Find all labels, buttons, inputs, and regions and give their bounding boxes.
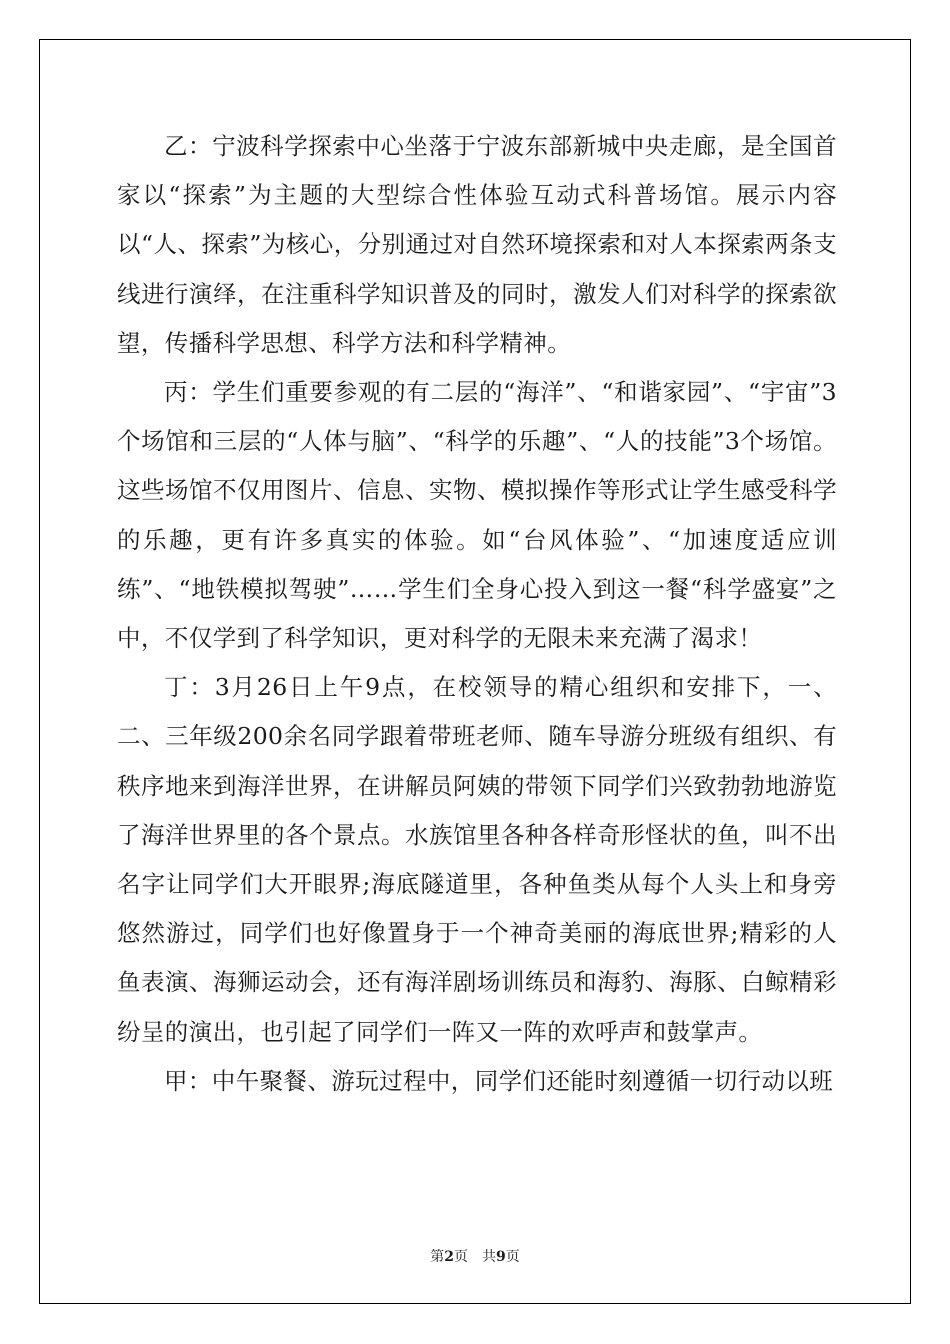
page-number-current: 2 — [444, 1249, 454, 1265]
page-total-prefix: 共 — [482, 1249, 496, 1265]
page-total-suffix: 页 — [505, 1249, 520, 1265]
page-number-suffix: 页 — [454, 1249, 468, 1265]
paragraph: 乙：宁波科学探索中心坐落于宁波东部新城中央走廊，是全国首家以“探索”为主题的大型综合性体验互动式科普场馆。展示内容以“人、探索”为核心，分别通过对自然环境探索和对人本探索两条支线进行演绎，在注重科学知识普及的同时，激发人们对科学的探索欲望，传播科学思想、科学方法和科学精神。 — [117, 132, 837, 357]
page-number-prefix: 第 — [430, 1249, 445, 1265]
paragraph: 丙：学生们重要参观的有二层的“海洋”、“和谐家园”、“宇宙”3个场馆和三层的“人体与脑”、“科学的乐趣”、“人的技能”3个场馆。这些场馆不仅用图片、信息、实物、模拟操作等形式让学生感受科学的乐趣，更有许多真实的体验。如“台风体验”、“加速度适应训练”、“地铁模拟驾驶”……学生们全身心投入到这一餐“科学盛宴”之中，不仅学到了科学知识，更对科学的无限未来充满了渴求！ — [117, 378, 837, 653]
page-footer — [0, 1246, 950, 1266]
paragraph: 丁：3月26日上午9点，在校领导的精心组织和安排下，一、二、三年级200余名同学跟着带班老师、随车导游分班级有组织、有秩序地来到海洋世界，在讲解员阿姨的带领下同学们兴致勃勃地游览了海洋世界里的各个景点。水族馆里各种各样奇形怪状的鱼，叫不出名字让同学们大开眼界;海底隧道里，各种鱼类从每个人头上和身旁悠然游过，同学们也好像置身于一个神奇美丽的海底世界;精彩的人鱼表演、海狮运动会，还有海洋剧场训练员和海豹、海豚、白鲸精彩纷呈的演出，也引起了同学们一阵又一阵的欢呼声和鼓掌声。 — [117, 673, 837, 1046]
paragraph: 甲：中午聚餐、游玩过程中，同学们还能时刻遵循一切行动以班 — [164, 1066, 834, 1095]
page-number-total: 9 — [496, 1249, 506, 1265]
document-body — [117, 122, 837, 1106]
